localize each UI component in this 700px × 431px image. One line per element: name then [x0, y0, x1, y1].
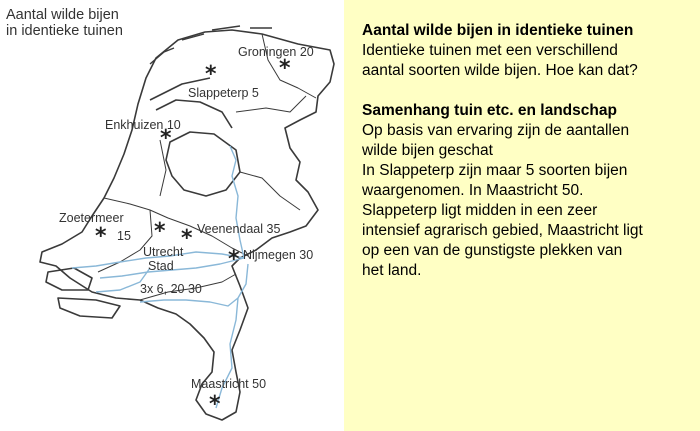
- section-spacer: [362, 81, 692, 101]
- section2-line: Op basis van ervaring zijn de aantallen: [362, 122, 630, 139]
- zeeland-island-2: [58, 298, 120, 318]
- map-title: [6, 7, 123, 39]
- wadden-island-3: [212, 26, 240, 30]
- label-zoetermeer-count: 15: [117, 229, 131, 243]
- netherlands-map: [0, 0, 344, 431]
- label-utrecht: Utrecht: [143, 245, 184, 259]
- label-veenendaal: Veenendaal 35: [197, 222, 281, 236]
- marker-enkhuizen-icon: *: [160, 126, 172, 151]
- label-nijmegen: Nijmegen 30: [243, 248, 314, 262]
- label-slappeterp: Slappeterp 5: [188, 86, 259, 100]
- section2-line: In Slappeterp zijn maar 5 soorten bijen: [362, 162, 628, 179]
- text-panel: [362, 21, 692, 281]
- marker-zoetermeer-icon: *: [95, 224, 107, 249]
- section2-heading: Samenhang tuin etc. en landschap: [362, 102, 617, 119]
- section1-line: aantal soorten wilde bijen. Hoe kan dat?: [362, 62, 638, 79]
- section2-line: waargenomen. In Maastricht 50.: [362, 182, 584, 199]
- section2-line: intensief agrarisch gebied, Maastricht ligt: [362, 222, 643, 239]
- flevoland: [166, 132, 240, 196]
- marker-groningen-icon: *: [279, 56, 291, 81]
- label-utrecht-counts: 3x 6, 20 30: [140, 282, 202, 296]
- section2-line: Slappeterp ligt midden in een zeer: [362, 202, 598, 219]
- marker-nijmegen-icon: *: [228, 247, 240, 272]
- section2-line: wilde bijen geschat: [362, 142, 493, 159]
- label-maastricht: Maastricht 50: [191, 377, 267, 391]
- marker-slappeterp-icon: *: [205, 62, 217, 87]
- section2-line: op een van de gunstigste plekken van: [362, 242, 623, 259]
- marker-maastricht-icon: *: [209, 392, 221, 417]
- wadden-island-1: [150, 48, 174, 64]
- label-zoetermeer: Zoetermeer: [59, 211, 124, 225]
- section1-heading: Aantal wilde bijen in identieke tuinen: [362, 22, 634, 39]
- section1-line: Identieke tuinen met een verschillend: [362, 42, 618, 59]
- river-ijssel: [230, 146, 244, 258]
- label-enkhuizen: Enkhuizen 10: [105, 118, 181, 132]
- marker-veenendaal-icon: *: [181, 226, 193, 251]
- province-border-3: [240, 172, 300, 210]
- map-title-line-1: Aantal wilde bijen: [6, 7, 119, 23]
- netherlands-map-panel: [0, 0, 344, 431]
- map-title-line-2: in identieke tuinen: [6, 23, 123, 39]
- label-utrecht-stad: Stad: [148, 259, 174, 273]
- label-groningen: Groningen 20: [238, 45, 314, 59]
- marker-utrecht-icon: *: [154, 219, 166, 244]
- section2-line: het land.: [362, 262, 422, 279]
